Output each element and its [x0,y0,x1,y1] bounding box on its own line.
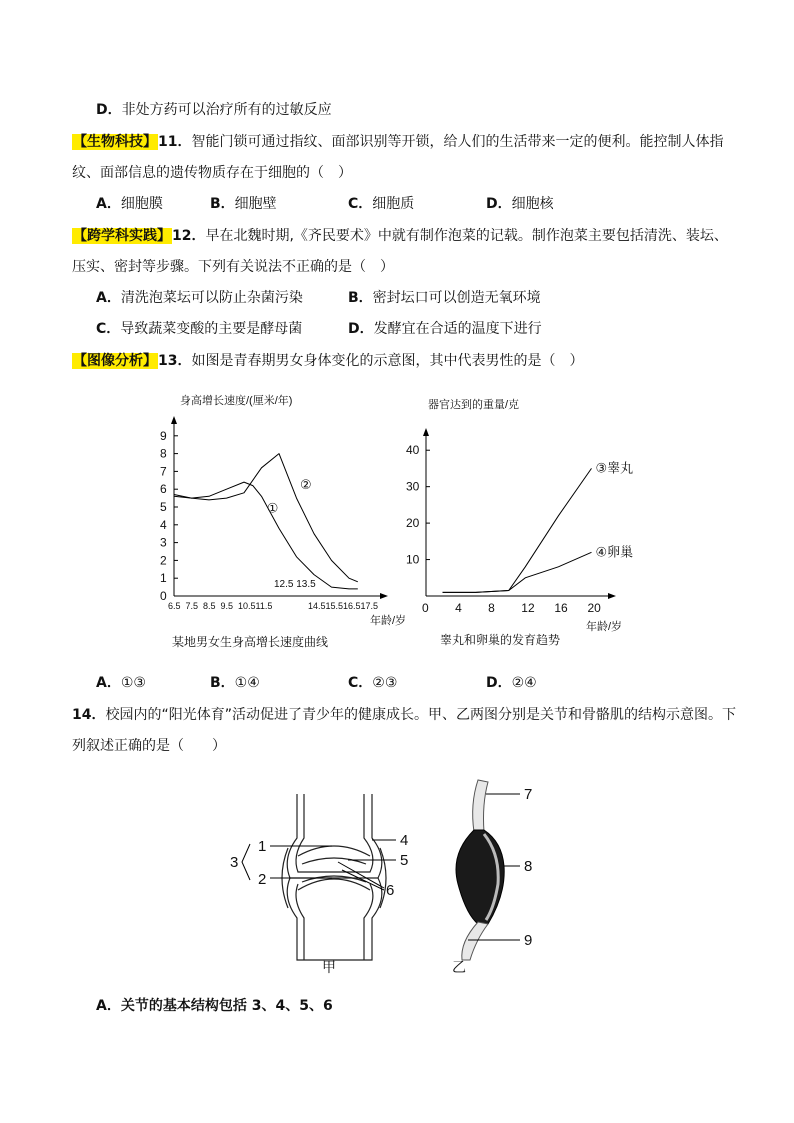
tendon-bottom [462,922,488,960]
chart1-ytick-label: 7 [160,464,167,479]
chart2-xtick-label: 12 [521,601,535,615]
chart2-ytick-label: 30 [406,479,420,494]
label-line-6b [342,870,384,890]
q11-option-d: D．细胞核 [486,196,554,212]
q13-text-1: 如图是青春期男女身体变化的示意图，其中代表男性的是（ ） [191,353,584,369]
chart2-xlabel: 年龄/岁 [586,621,623,633]
q14-text-2: 列叙述正确的是（ ） [72,738,226,754]
joint-socket [298,879,370,890]
q12-option-a: A．清洗泡菜坛可以防止杂菌污染 [96,290,303,306]
option-letter: D． [96,102,122,118]
q11-line1 [72,132,723,152]
q13-number: 13． [158,353,192,369]
q11-tag: 【生物科技】 [73,134,157,150]
chart1-ytick-label: 8 [160,446,167,461]
q12-option-b: B．密封坛口可以创造无氧环境 [348,290,541,306]
chart1-ylabel: 身高增长速度/(厘米/年) [180,395,293,407]
chart1-ytick-label: 2 [160,553,167,568]
chart1-series-line [174,454,358,582]
q11-text-1: 智能门锁可通过指纹、面部识别等开锁，给人们的生活带来一定的便利。能控制人体指 [191,134,724,150]
chart2-ytick-label: 40 [406,443,420,458]
chart2-xtick-label: 16 [554,601,568,615]
brace-3 [242,844,250,880]
joint-label-6: 6 [386,882,395,899]
q14-text-1: 校园内的“阳光体育”活动促进了青少年的健康成长。甲、乙两图分别是关节和骨骼肌的结构示意图。下 [105,707,736,723]
chart1-xtick-label: 15.5 [325,601,344,611]
muscle-label-9: 9 [524,932,533,949]
option-text: 非处方药可以治疗所有的过敏反应 [121,102,332,118]
chart1-title: 某地男女生身高增长速度曲线 [172,635,329,649]
chart2-xtick-label: 20 [587,601,601,615]
chart2-ylabel: 器官达到的重量/克 [428,399,520,411]
q12-tag: 【跨学科实践】 [73,228,171,244]
muscle-label-7: 7 [524,786,533,803]
joint-head [298,846,370,856]
chart1-xlabel: 年龄/岁 [370,615,407,627]
lower-bone-inner [296,884,373,960]
chart2-y-arrow [423,428,429,436]
chart1-y-arrow [171,416,177,424]
height-growth-chart [152,388,407,638]
chart1-ytick-label: 4 [160,517,167,532]
chart1-xtick-label: 6.5 [168,601,181,611]
chart2-x-arrow [608,593,616,599]
chart2-xtick-label: 0 [422,601,429,615]
joint-label-1: 1 [258,838,267,855]
q13-option-a: A．①③ [96,675,146,691]
q12-line1 [72,226,728,246]
chart1-xtick-label: 9.5 [220,601,234,611]
lower-bone [287,878,382,960]
chart1-xtick-label: 11.5 [255,601,273,611]
q13-line1 [72,351,583,371]
q12-number: 12． [172,228,206,244]
q11-text-2: 纹、面部信息的遗传物质存在于细胞的（ ） [72,165,352,181]
q14-option-a: A．关节的基本结构包括 3、4、5、6 [96,998,333,1014]
q14-line1 [72,705,736,725]
chart1-ytick-label: 5 [160,500,167,514]
q14-number: 14． [72,707,106,723]
q11-option-b: B．细胞壁 [210,196,277,212]
chart2-series-label: ③睾丸 [595,460,634,476]
prev-option-d [96,100,332,120]
joint-label-2: 2 [258,871,267,888]
chart1-annotation: 12.5 13.5 [274,579,316,590]
gonad-development-chart [400,388,640,638]
upper-bone [287,794,382,878]
q13-tag: 【图像分析】 [73,353,157,369]
chart1-ytick-label: 3 [160,535,167,550]
chart2-xtick-label: 4 [455,601,462,615]
muscle-caption: 乙 [452,959,466,975]
q11-option-c: C．细胞质 [348,196,415,212]
q11-line2 [72,163,352,183]
chart1-xtick-label: 10.5 [238,601,256,611]
chart1-ytick-label: 0 [160,589,167,603]
chart2-title: 睾丸和卵巢的发育趋势 [440,633,561,647]
joint-diagram [222,778,422,978]
chart1-ytick-label: 6 [160,482,167,497]
q13-option-c: C．②③ [348,675,398,691]
muscle-diagram [440,774,580,974]
chart2-series-line [443,552,592,592]
q11-number: 11． [158,134,192,150]
q12-line2 [72,257,394,277]
muscle-label-8: 8 [524,858,533,875]
chart1-series-line [174,482,358,589]
q12-text-1: 早在北魏时期,《齐民要术》中就有制作泡菜的记载。制作泡菜主要包括清洗、装坛、 [205,228,728,244]
q14-line2 [72,736,226,756]
chart2-series-label: ④卵巢 [595,544,634,560]
chart1-x-arrow [380,593,388,599]
joint-label-4: 4 [400,832,409,849]
joint-label-5: 5 [400,852,409,869]
chart1-xtick-label: 8.5 [203,601,216,611]
chart1-xtick-label: 17.5 [360,601,379,611]
chart1-ytick-label: 1 [160,571,167,586]
chart1-series-label: ② [300,477,312,493]
chart1-xtick-label: 16.5 [343,601,361,611]
q12-option-c: C．导致蔬菜变酸的主要是酵母菌 [96,321,303,337]
chart1-xtick-label: 7.5 [185,601,199,611]
chart1-ytick-label: 9 [160,428,167,443]
joint-label-3: 3 [230,854,239,871]
label-line-6a [338,862,384,888]
tendon-top [473,780,488,832]
chart2-ytick-label: 20 [406,516,420,531]
chart1-xtick-label: 14.5 [308,601,326,611]
chart2-ytick-label: 10 [406,552,420,567]
q13-option-b: B．①④ [210,675,260,691]
joint-caption: 甲 [322,959,336,975]
chart2-xtick-label: 8 [488,601,495,615]
q13-option-d: D．②④ [486,675,537,691]
q12-option-d: D．发酵宜在合适的温度下进行 [348,321,542,337]
chart2-series-line [443,468,592,592]
q12-text-2: 压实、密封等步骤。下列有关说法不正确的是（ ） [72,259,394,275]
q11-option-a: A．细胞膜 [96,196,163,212]
chart1-series-label: ① [266,500,279,516]
